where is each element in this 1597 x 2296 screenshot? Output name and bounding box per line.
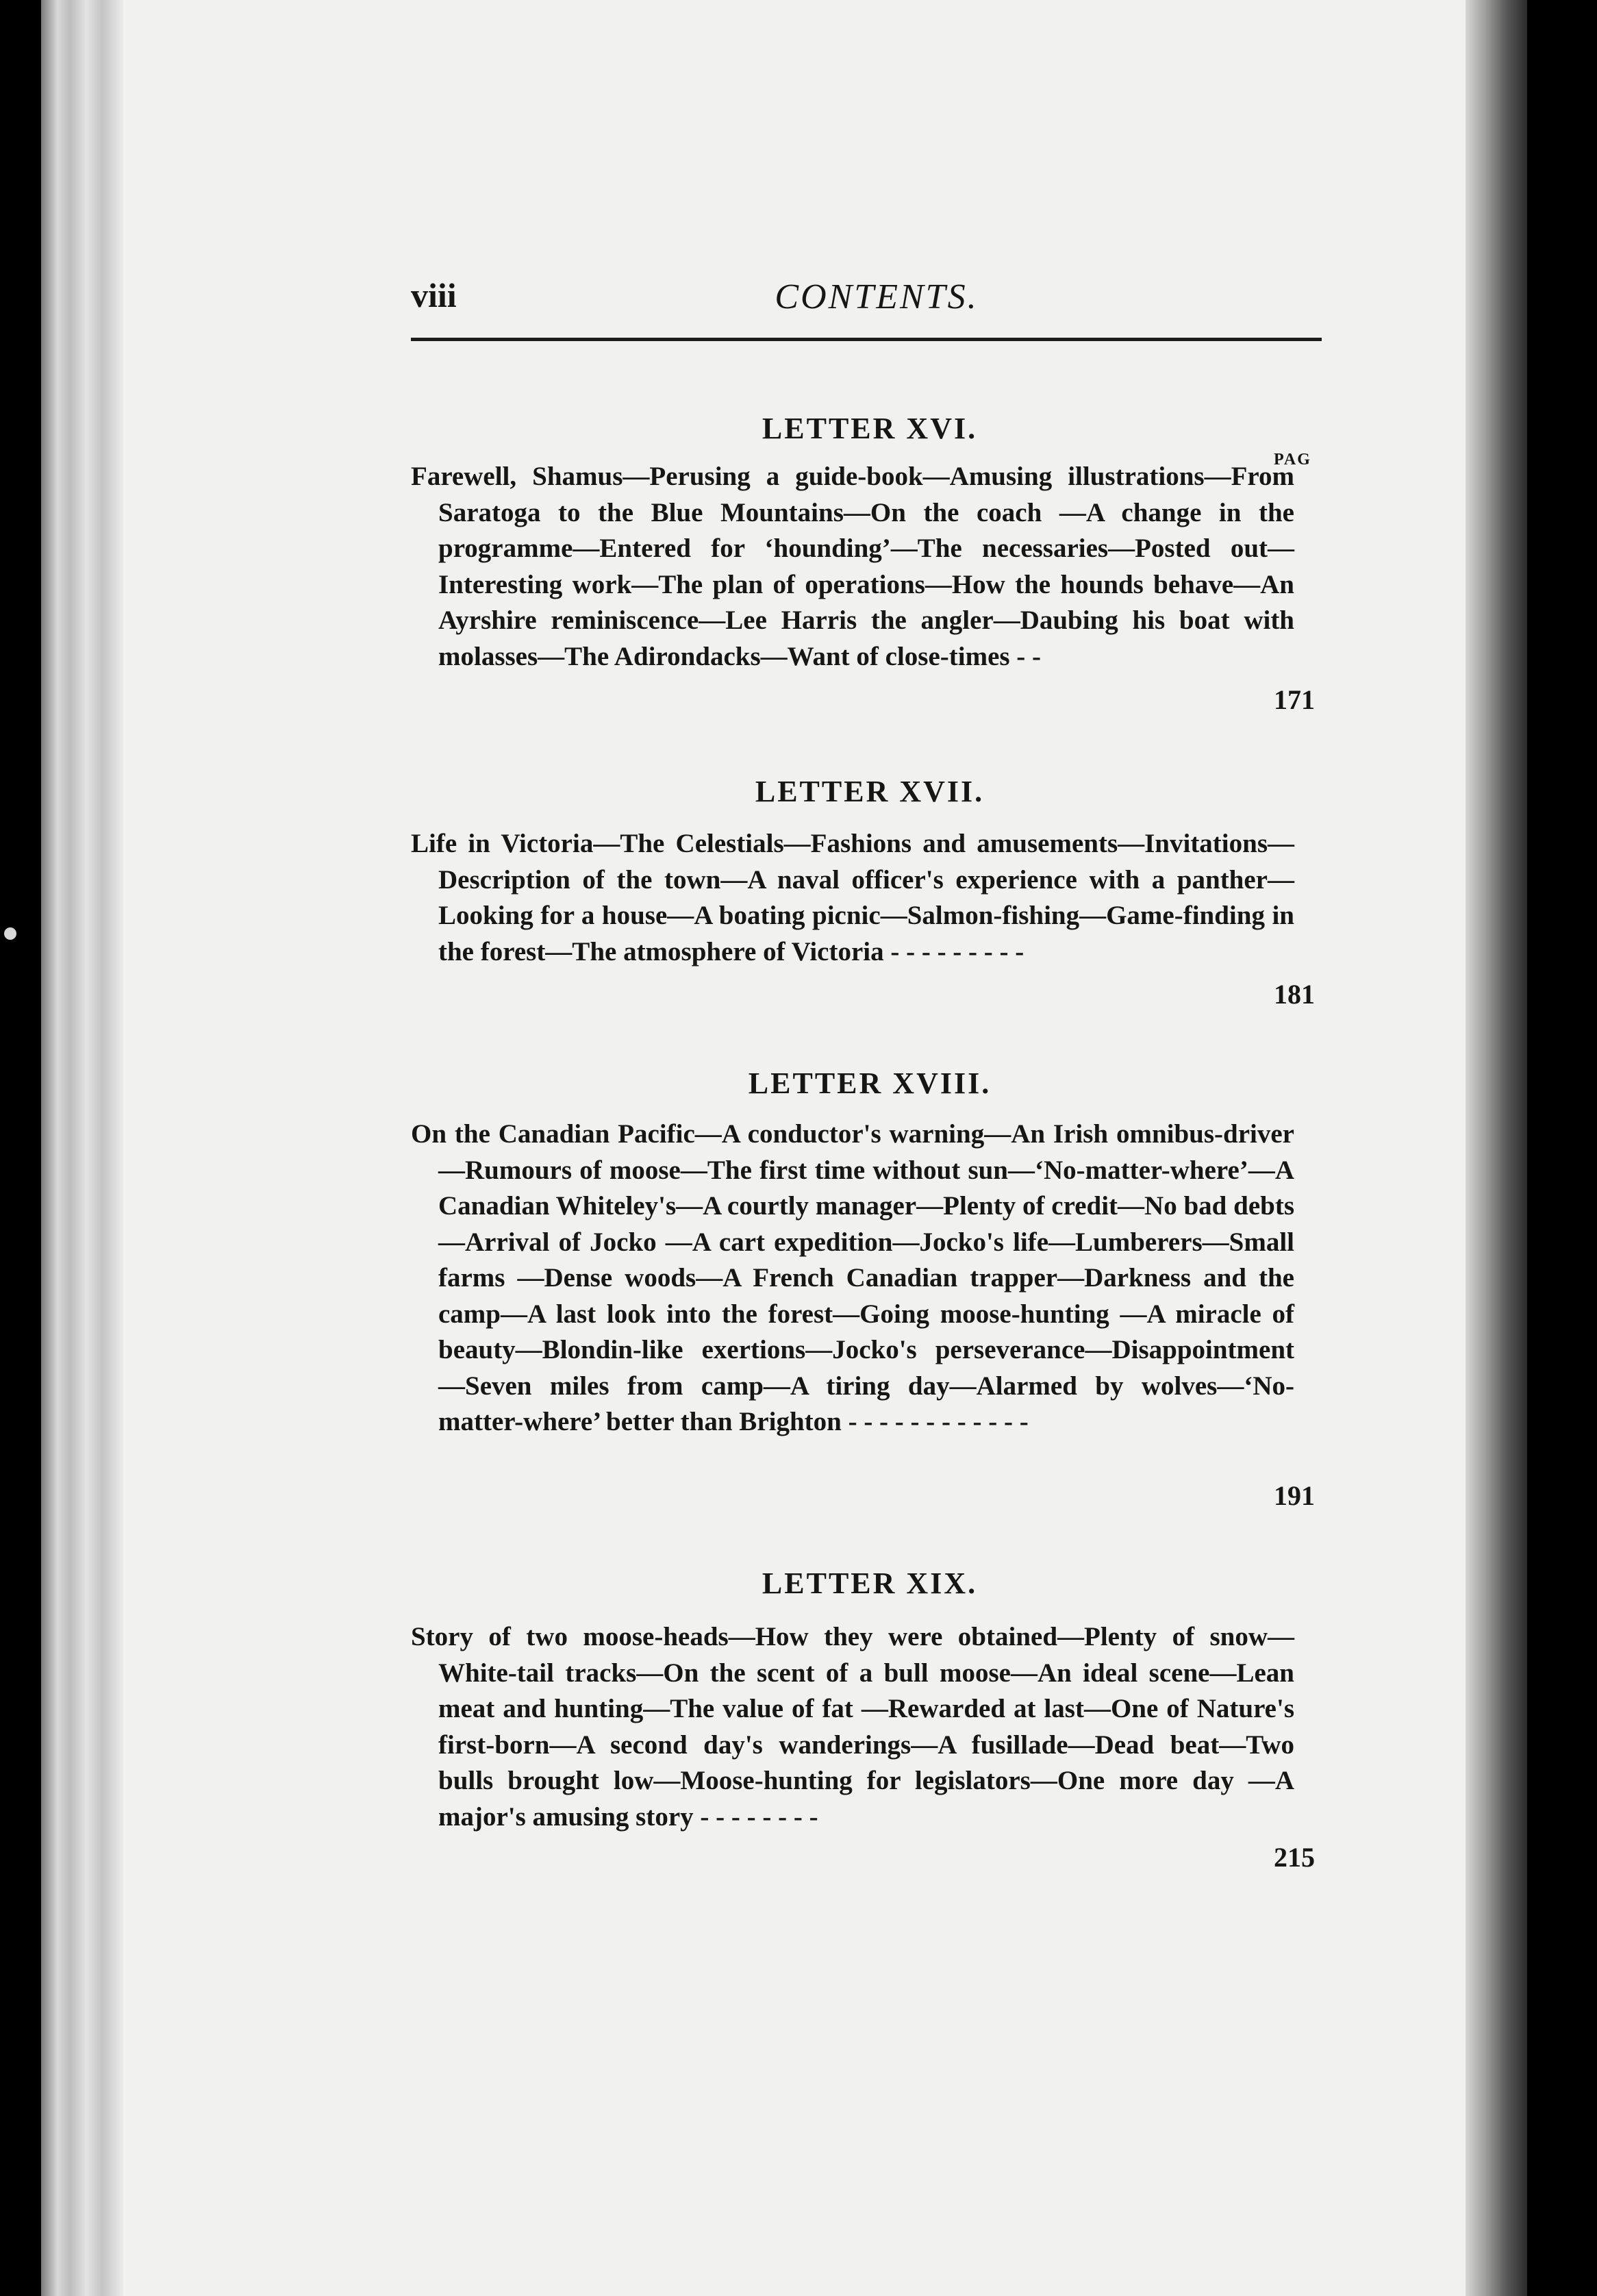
page-column-label: PAG (1274, 451, 1311, 469)
page-folio: viii (411, 276, 457, 314)
letter-heading: LETTER XVI. (762, 412, 978, 445)
page-number: 191 (1274, 1480, 1315, 1511)
page-number: 181 (1274, 979, 1315, 1010)
header-rule (411, 338, 1322, 341)
running-title: CONTENTS. (775, 277, 979, 316)
letter-heading: LETTER XIX. (762, 1567, 978, 1600)
letter-summary: Farewell, Shamus—Perusing a guide-book—Amusing illustrations—From Saratoga to the Blue Mountains—On the coach —A change in the programme—Entered for ‘hounding’—The necessaries—Posted out—Interesting work—The plan of operations—How the hounds behave—An Ayrshire reminiscence—Lee Harris the angler—Daubing his boat with molasses—The Adirondacks—Want of close-times - - (411, 462, 1294, 671)
letter-summary: Story of two moose-heads—How they were obtained—Plenty of snow—White-tail tracks—On the scent of a bull moose—An ideal scene—Lean meat and hunting—The value of fat —Rewarded at last—One of Nature's first-born—A second day's wanderings—A fusillade—Dead beat—Two bulls brought low—Moose-hunting for legislators—One more day —A major's amusing story - - - - - - - - (411, 1622, 1294, 1832)
letter-summary: On the Canadian Pacific—A conductor's warning—An Irish omnibus-driver—Rumours of moose—The first time without sun—‘No-matter-where’—A Canadian Whiteley's—A courtly manager—Plenty of credit—No bad debts—Arrival of Jocko —A cart expedition—Jocko's life—Lumberers—Small farms —Dense woods—A French Canadian trapper—Darkness and the camp—A last look into the forest—Going moose-hunting —A miracle of beauty—Blondin-like exertions—Jocko's perseverance—Disappointment—Seven miles from camp—A tiring day—Alarmed by wolves—‘No-matter-where’ better than Brighton - - - - - - - - - - - - (411, 1119, 1294, 1436)
edge-speck (4, 927, 16, 940)
letter-heading: LETTER XVIII. (748, 1066, 992, 1100)
letter-heading: LETTER XVII. (755, 775, 985, 808)
book-gutter-shadow (1466, 0, 1527, 2296)
page-number: 215 (1274, 1842, 1315, 1873)
letter-summary: Life in Victoria—The Celestials—Fashions and amusements—Invitations—Description of the town—A naval officer's experience with a panther—Looking for a house—A boating picnic—Salmon-fishing—Game-finding in the forest—The atmosphere of Victoria - - - - - - - - - (411, 829, 1294, 966)
page-edge-left (41, 0, 123, 2296)
page-number: 171 (1274, 684, 1315, 715)
